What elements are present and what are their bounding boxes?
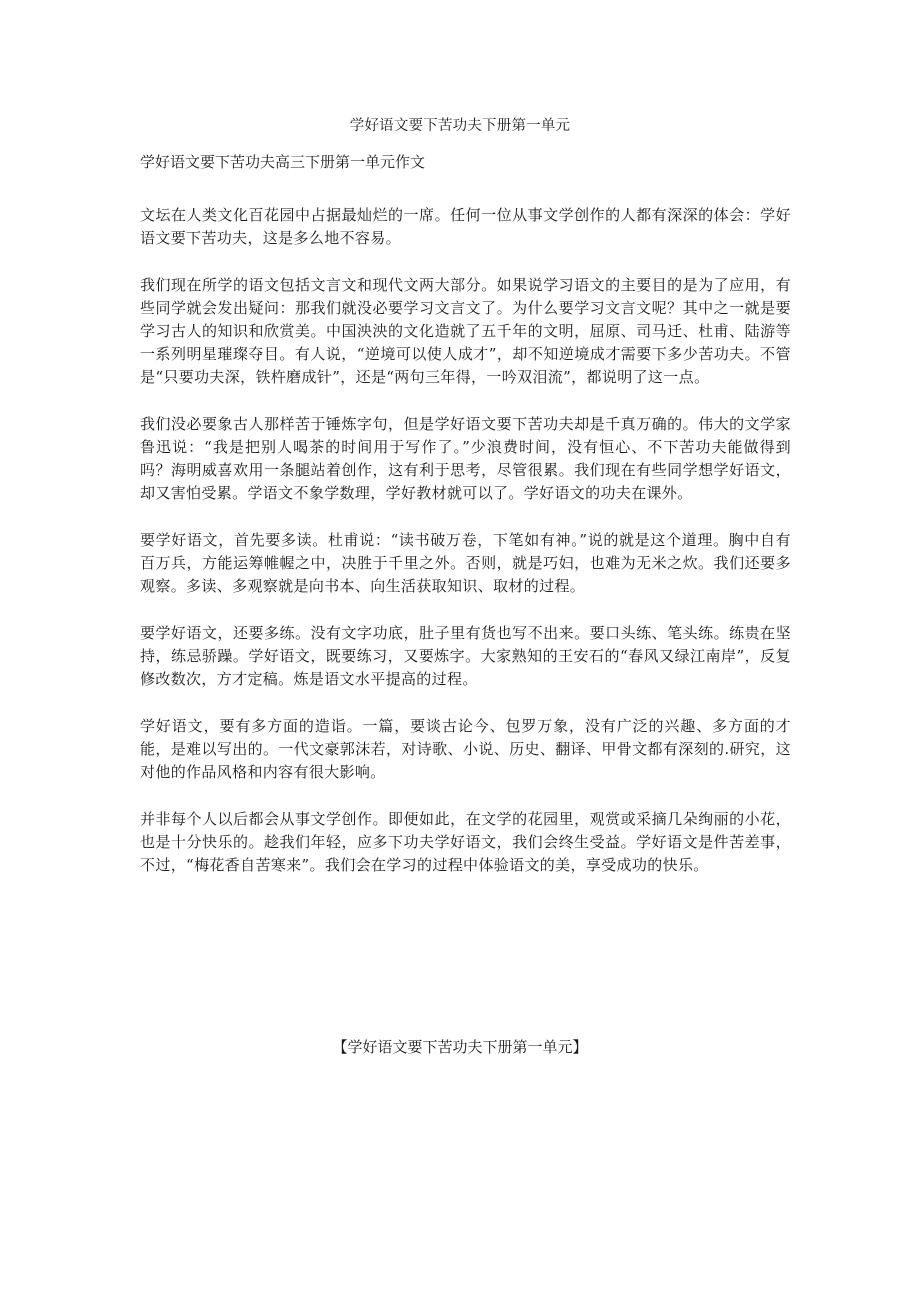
paragraph-7: 并非每个人以后都会从事文学创作。即便如此，在文学的花园里，观赏或采摘几朵绚丽的小花，也是十分快乐的。趁我们年轻，应多下功夫学好语文，我们会终生受益。学好语文是件苦差事，不过，“梅花香自苦寒来”。我们会在学习的过程中体验语文的美，享受成功的快乐。 bbox=[140, 810, 791, 874]
paragraph-3: 我们没必要象古人那样苦于锤炼字句，但是学好语文要下苦功夫却是千真万确的。伟大的文学家鲁迅说：“我是把别人喝茶的时间用于写作了。”少浪费时间，没有恒心、不下苦功夫能做得到吗？海明威喜欢用一条腿站着创作，这有利于思考，尽管很累。我们现在有些同学想学好语文，却又害怕受累。学语文不象学数理，学好教材就可以了。学好语文的功夫在课外。 bbox=[140, 415, 791, 502]
paragraph-2: 我们现在所学的语文包括文言文和现代文两大部分。如果说学习语文的主要目的是为了应用，有些同学就会发出疑问：那我们就没必要学习文言文了。为什么要学习文言文呢？其中之一就是要学习古人的知识和欣赏美。中国泱泱的文化造就了五千年的文明，屈原、司马迁、杜甫、陆游等一系列明星璀璨夺目。有人说，“逆境可以使人成才”，却不知逆境成才需要下多少苦功夫。不管是“只要功夫深，铁杵磨成针”，还是“两句三年得，一吟双泪流”，都说明了这一点。 bbox=[140, 276, 791, 386]
paragraph-5: 要学好语文，还要多练。没有文字功底，肚子里有货也写不出来。要口头练、笔头练。练贵在坚持，练忌骄躁。学好语文，既要练习，又要炼字。大家熟知的王安石的“春风又绿江南岸”，反复修改数次，方才定稿。炼是语文水平提高的过程。 bbox=[140, 624, 791, 688]
essay-body bbox=[140, 204, 791, 901]
essay-subtitle: 学好语文要下苦功夫高三下册第一单元作文 bbox=[140, 153, 426, 171]
paragraph-6: 学好语文，要有多方面的造诣。一篇，要谈古论今、包罗万象，没有广泛的兴趣、多方面的才能，是难以写出的。一代文豪郭沫若，对诗歌、小说、历史、翻译、甲骨文都有深刻的.研究，这对他的作品风格和内容有很大影响。 bbox=[140, 717, 791, 781]
footer-title: 【学好语文要下苦功夫下册第一单元】 bbox=[332, 1038, 588, 1056]
paragraph-1: 文坛在人类文化百花园中占据最灿烂的一席。任何一位从事文学创作的人都有深深的体会：学好语文要下苦功夫，这是多么地不容易。 bbox=[140, 206, 791, 247]
page-title: 学好语文要下苦功夫下册第一单元 bbox=[349, 118, 571, 134]
paragraph-4: 要学好语文，首先要多读。杜甫说：“读书破万卷，下笔如有神。”说的就是这个道理。胸中自有百万兵，方能运筹帷幄之中，决胜于千里之外。否则，就是巧妇，也难为无米之炊。我们还要多观察。多读、多观察就是向书本、向生活获取知识、取材的过程。 bbox=[140, 531, 791, 595]
